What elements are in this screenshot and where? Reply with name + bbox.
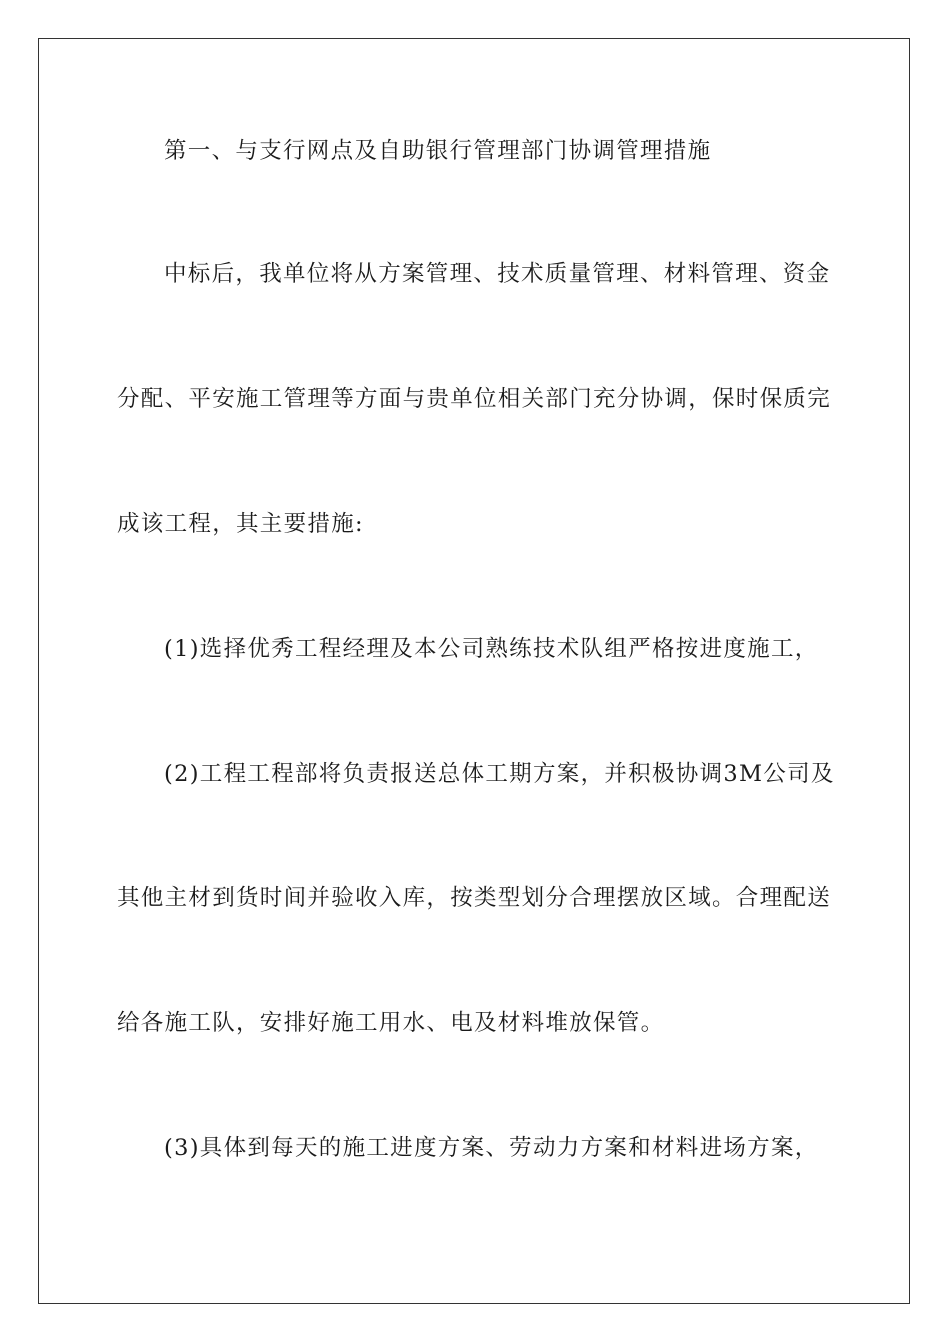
list-item-2: (2)工程工程部将负责报送总体工期方案，并积极协调3M公司及 [164, 761, 835, 787]
section-heading: 第一、与支行网点及自助银行管理部门协调管理措施 [164, 138, 712, 164]
paragraph-line: 其他主材到货时间并验收入库，按类型划分合理摆放区域。合理配送 [117, 885, 832, 911]
paragraph-line: 中标后，我单位将从方案管理、技术质量管理、材料管理、资金 [164, 261, 831, 287]
list-item-1: (1)选择优秀工程经理及本公司熟练技术队组严格按进度施工， [164, 636, 819, 662]
paragraph-line: 分配、平安施工管理等方面与贵单位相关部门充分协调，保时保质完 [117, 386, 832, 412]
paragraph-line: 给各施工队，安排好施工用水、电及材料堆放保管。 [117, 1010, 665, 1036]
list-item-3: (3)具体到每天的施工进度方案、劳动力方案和材料进场方案， [164, 1135, 819, 1161]
paragraph-line: 成该工程，其主要措施: [117, 511, 364, 537]
page-border [38, 38, 910, 1304]
